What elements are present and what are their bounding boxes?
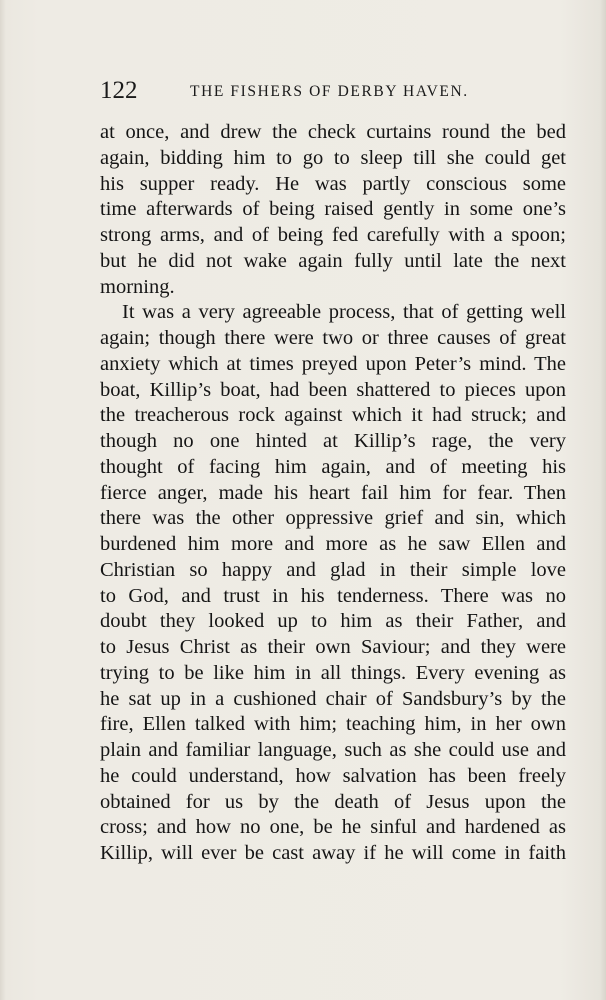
text-line: to Jesus Christ as their own Saviour; and they were [100, 636, 566, 658]
text-line: strong arms, and of being fed carefully with a spoon; [100, 224, 566, 246]
text-line: anxiety which at times preyed upon Peter’s mind. The [100, 352, 566, 375]
text-line: trying to be like him in all things. Every evening as [100, 661, 566, 684]
page-header [100, 76, 570, 108]
text-line: time afterwards of being raised gently in some one’s [100, 198, 566, 221]
text-line: though no one hinted at Killip’s rage, the very [100, 430, 566, 452]
text-line: burdened him more and more as he saw Ellen and [100, 533, 566, 555]
text-line: the treacherous rock against which it had struck; and [100, 404, 566, 427]
body-text [100, 120, 566, 867]
text-line: boat, Killip’s boat, had been shattered to pieces upon [100, 378, 566, 401]
text-line: Killip, will ever be cast away if he will come in faith [100, 842, 566, 864]
text-line: at once, and drew the check curtains round the bed [100, 121, 566, 143]
text-line: he could understand, how salvation has been freely [100, 764, 566, 787]
running-title: THE FISHERS OF DERBY HAVEN. [190, 83, 469, 100]
text-line: but he did not wake again fully until late the next [100, 249, 566, 272]
text-line: again; though there were two or three causes of great [100, 327, 566, 349]
text-line: obtained for us by the death of Jesus upon the [100, 790, 566, 813]
text-line: his supper ready. He was partly conscious some [100, 172, 566, 195]
text-line: It was a very agreeable process, that of getting well [122, 301, 566, 324]
text-line: again, bidding him to go to sleep till she could get [100, 146, 566, 169]
text-line: cross; and how no one, be he sinful and hardened as [100, 816, 566, 839]
text-line: fire, Ellen talked with him; teaching him, in her own [100, 713, 566, 736]
text-line: plain and familiar language, such as she could use and [100, 739, 566, 761]
text-line: Christian so happy and glad in their simple love [100, 558, 566, 581]
text-line: he sat up in a cushioned chair of Sandsbury’s by the [100, 687, 566, 710]
text-line: doubt they looked up to him as their Father, and [100, 610, 566, 633]
page-number: 122 [100, 77, 138, 104]
text-line: fierce anger, made his heart fail him for fear. Then [100, 481, 566, 504]
text-line: there was the other oppressive grief and sin, which [100, 507, 566, 530]
text-line: to God, and trust in his tenderness. There was no [100, 584, 566, 607]
text-line: thought of facing him again, and of meeting his [100, 455, 566, 478]
text-line: morning. [100, 275, 175, 298]
